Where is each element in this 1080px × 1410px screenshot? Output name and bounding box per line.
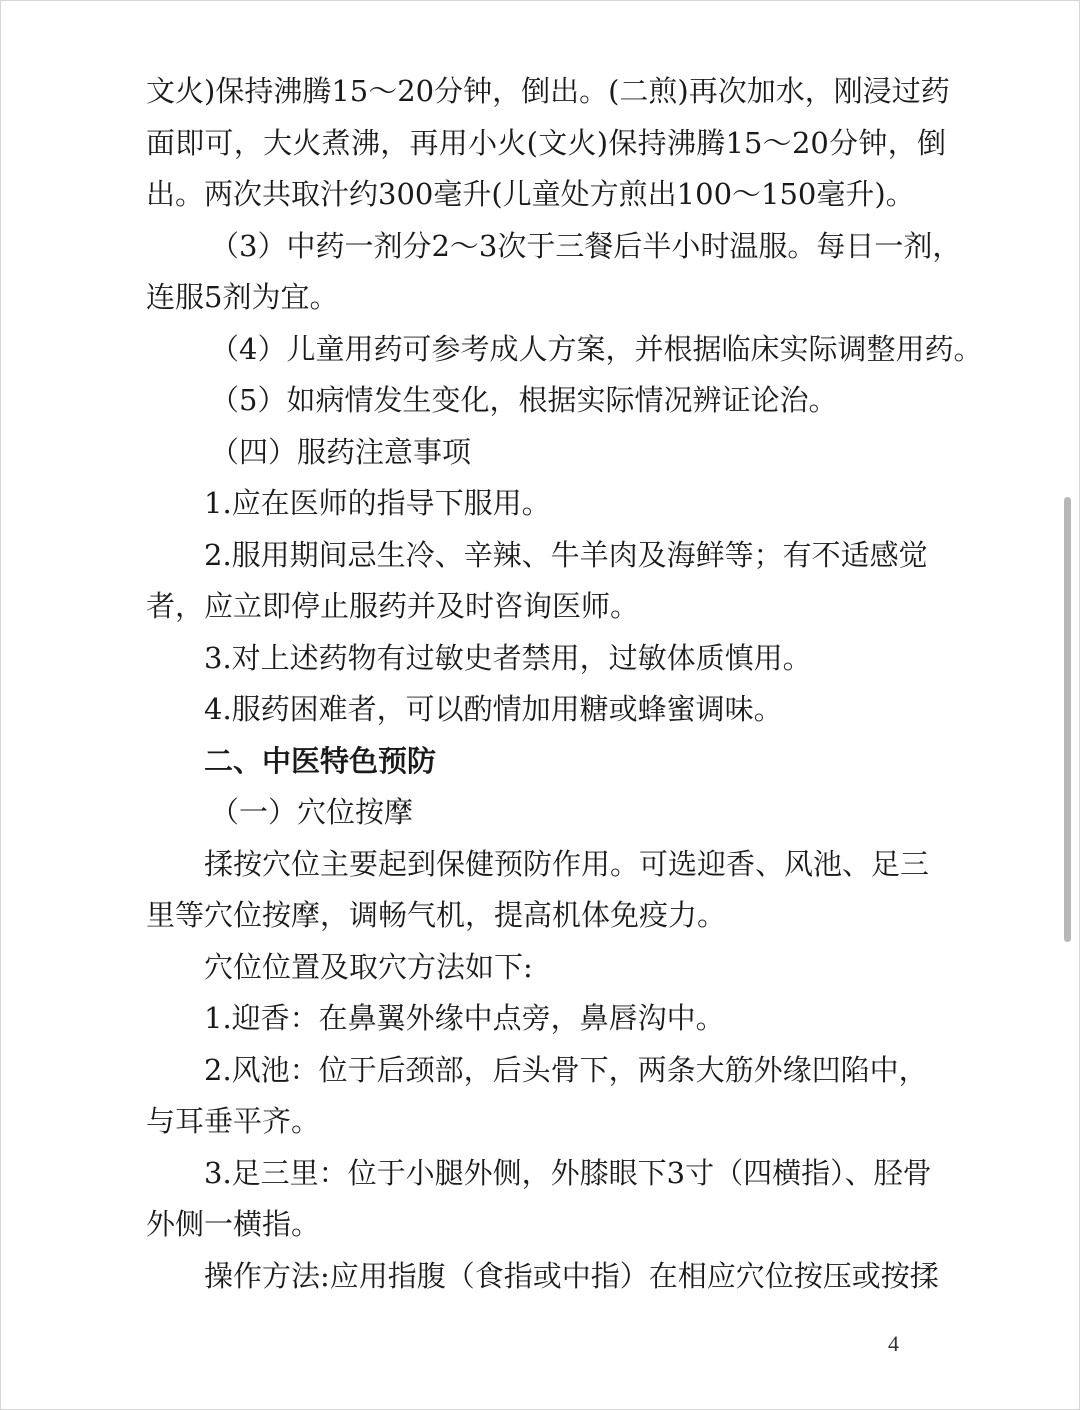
text-line: 穴位位置及取穴方法如下:: [204, 949, 533, 984]
text-line: 2.服用期间忌生冷、辛辣、牛羊肉及海鲜等；有不适感觉: [204, 537, 928, 572]
text-line: 操作方法:应用指腹（食指或中指）在相应穴位按压或按揉: [204, 1258, 939, 1293]
text-line: 面即可，大火煮沸，再用小火(文火)保持沸腾15～20分钟，倒: [146, 125, 946, 160]
page-number: 4: [888, 1331, 899, 1356]
section-heading: 二、中医特色预防: [204, 743, 437, 778]
text-line: 者，应立即停止服药并及时咨询医师。: [146, 589, 640, 623]
document-body: [146, 66, 983, 1302]
text-line: （3）中药一剂分2～3次于三餐后半小时温服。每日一剂，: [210, 228, 962, 263]
text-line: 3.对上述药物有过敏史者禁用，过敏体质慎用。: [204, 640, 812, 675]
scrollbar-thumb[interactable]: [1064, 497, 1071, 942]
text-line: 文火)保持沸腾15～20分钟，倒出。(二煎)再次加水，刚浸过药: [146, 74, 950, 108]
text-line: 与耳垂平齐。: [146, 1104, 321, 1138]
text-line: 出。两次共取汁约300毫升(儿童处方煎出100～150毫升)。: [146, 177, 915, 211]
text-line: 里等穴位按摩，调畅气机，提高机体免疫力。: [146, 898, 727, 932]
text-line: 连服5剂为宜。: [146, 280, 339, 314]
text-line: 3.足三里：位于小腿外侧，外膝眼下3寸（四横指）、胫骨: [204, 1155, 932, 1190]
text-line: 外侧一横指。: [146, 1207, 321, 1241]
text-line: 2.风池：位于后颈部，后头骨下，两条大筋外缘凹陷中，: [204, 1052, 928, 1087]
text-line: （4）儿童用药可参考成人方案，并根据临床实际调整用药。: [210, 331, 983, 366]
text-line: 1.迎香：在鼻翼外缘中点旁，鼻唇沟中。: [204, 1001, 725, 1035]
text-line: 1.应在医师的指导下服用。: [204, 486, 551, 520]
section-subheading: （四）服药注意事项: [210, 434, 472, 469]
text-line: （5）如病情发生变化，根据实际情况辨证论治。: [210, 383, 838, 417]
text-line: 4.服药困难者，可以酌情加用糖或蜂蜜调味。: [204, 692, 783, 726]
section-subheading: （一）穴位按摩: [210, 795, 414, 829]
text-line: 揉按穴位主要起到保健预防作用。可选迎香、风池、足三: [204, 846, 930, 881]
